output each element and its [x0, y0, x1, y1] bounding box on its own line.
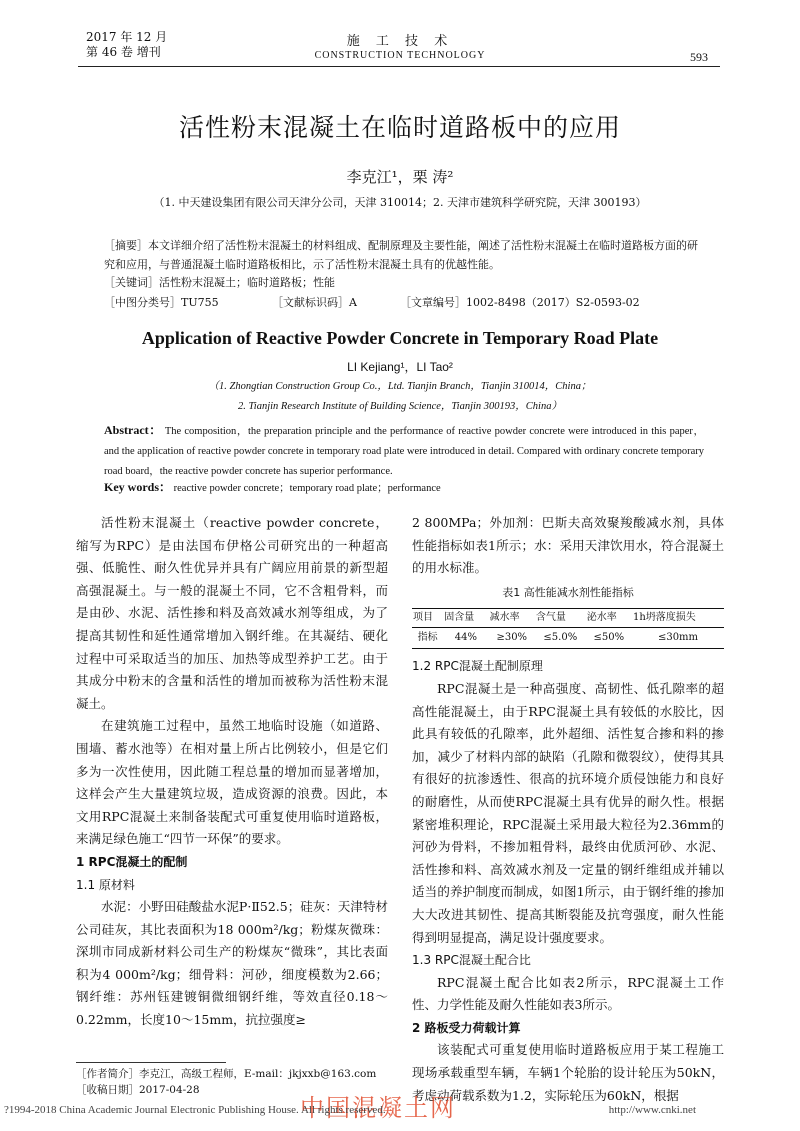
table-header: 固含量 [443, 609, 488, 628]
body-left-column [76, 512, 388, 1032]
keywords-cn: ［关键词］活性粉末混凝土；临时道路板；性能 [104, 276, 335, 289]
watermark-logo: 中国混凝土网 [300, 1094, 456, 1122]
table-header: 减水率 [489, 609, 535, 628]
affiliation-cn: （1. 中天建设集团有限公司天津分公司，天津 310014；2. 天津市建筑科学研究院，天津 300193） [153, 196, 647, 209]
abstract-cn: ［摘要］本文详细介绍了活性粉末混凝土的材料组成、配制原理及主要性能，阐述了活性粉末混凝土在临时道路板方面的研究和应用，与普通混凝土临时道路板相比，示了活性粉末混凝土具有的优越性能。 [104, 239, 698, 271]
table-cell: ≤50% [586, 628, 632, 649]
document-code: ［文献标识码］A [272, 296, 357, 309]
footnote-divider [76, 1062, 226, 1063]
load-paragraph: 该装配式可重复使用临时道路板应用于某工程施工现场承载重型车辆，车辆1个轮胎的设计轮压为50kN，考虑动荷载系数为1.2，实际轮压为60kN，根据 [412, 1042, 724, 1103]
table-cell: 44% [443, 628, 488, 649]
section-heading-1-1: 1.1 原材料 [76, 877, 135, 892]
abstract-en [104, 420, 704, 482]
table-cell: ≥30% [489, 628, 535, 649]
journal-name-en: CONSTRUCTION TECHNOLOGY [314, 50, 486, 61]
body-right-column [412, 512, 724, 1107]
issue-date: 2017 年 12 月 [86, 30, 168, 44]
table-header-row [412, 609, 724, 628]
issue-volume: 第 46 卷 增刊 [86, 45, 161, 59]
principle-paragraph: RPC混凝土是一种高强度、高韧性、低孔隙率的超高性能混凝土，由于RPC混凝土具有较低的水胶比，因此具有较低的孔隙率，此外超细、活性复合掺和料的掺加，减少了材料内部的缺陷（孔隙和微裂纹），使得其具有很好的抗渗透性、很高的抗环境介质侵蚀能力和良好的耐磨性，从而使RPC混凝土具有优异的耐久性。根据紧密堆积理论，RPC混凝土采用最大粒径为2.36mm的河砂为骨料，不掺加粗骨料，最终由优质河砂、水泥、活性掺和料、高效减水剂及一定量的钢纤维组成并辅以适当的养护制度而制成，如图1所示，由于钢纤维的掺加大大改进其韧性、提高其断裂能及抗弯强度，耐久性能得到明显提高，满足设计强度要求。 [412, 680, 724, 945]
copyright-text: ?1994-2018 China Academic Journal Electronic Publishing House. All rights reserved. [4, 1104, 386, 1116]
page-number: 593 [690, 50, 708, 64]
abstract-en-text: The composition，the preparation principle and the performance of reactive powder concrete were introduced in this paper，and the application of reactive powder concrete in temporary road plate were introduced in detail. Compared with ordinary concrete temporary road board，the reactive powder concrete has superior performance. [104, 426, 705, 477]
author-bio: ［作者简介］李克江，高级工程师，E-mail：jkjxxb@163.com [76, 1068, 377, 1080]
article-number: ［文章编号］1002-8498（2017）S2-0593-02 [400, 296, 640, 309]
cnki-link[interactable]: http://www.cnki.net [608, 1104, 696, 1116]
table-cell: 指标 [412, 628, 443, 649]
keywords-en-label: Key words： [104, 480, 171, 494]
affiliation-en-1: （1. Zhongtian Construction Group Co.，Ltd. Tianjin Branch，Tianjin 310014，China； [208, 381, 592, 392]
mix-ratio-paragraph: RPC混凝土配合比如表2所示，RPC混凝土工作性、力学性能及耐久性能如表3所示。 [412, 974, 724, 1013]
table-1 [412, 582, 724, 650]
clc-number: ［中图分类号］TU755 [104, 296, 219, 309]
keywords-en [104, 478, 704, 495]
paper-title-en: Application of Reactive Powder Concrete in Temporary Road Plate [141, 328, 659, 348]
table-header: 泌水率 [586, 609, 632, 628]
section-heading-2: 2 路板受力荷载计算 [412, 1020, 521, 1035]
affiliation-en-2: 2. Tianjin Research Institute of Building Science，Tianjin 300193，China） [238, 401, 562, 412]
authors-en: LI Kejiang¹，LI Tao² [347, 360, 453, 374]
header-divider [78, 66, 720, 67]
materials-continued: 2 800MPa；外加剂：巴斯夫高效聚羧酸减水剂，具体性能指标如表1所示；水：采用天津饮用水，符合混凝土的用水标准。 [412, 515, 724, 576]
table-header: 含气量 [535, 609, 586, 628]
table-row [412, 628, 724, 649]
abstract-en-label: Abstract： [104, 423, 162, 437]
intro-paragraph: 活性粉末混凝土（reactive powder concrete，缩写为RPC）是由法国布伊格公司研究出的一种超高强、低脆性、耐久性优异并具有广阔应用前景的新型超高强混凝土。与一般的混凝土不同，它不含粗骨料，而是由砂、水泥、活性掺和料及高效减水剂等组成，为了提高其韧性和延性通常增加入钢纤维。在其凝结、硬化过程中可采取适当的加压、加热等成型养护工艺。由于其成分中粉末的含量和活性的增加而被称为活性粉末混凝土。 [76, 515, 388, 711]
table-header: 项目 [412, 609, 443, 628]
journal-name-cn: 施 工 技 术 [346, 34, 454, 49]
section-heading-1: 1 RPC混凝土的配制 [76, 854, 188, 869]
received-date: ［收稿日期］2017-04-28 [76, 1084, 200, 1096]
materials-paragraph: 水泥：小野田硅酸盐水泥P·Ⅱ52.5；硅灰：天津特材公司硅灰，其比表面积为18 000m²/kg；粉煤灰微珠：深圳市同成新材料公司生产的粉煤灰“微珠”，其比表面积为4 000m²/kg；细骨料：河砂，细度模数为2.66；钢纤维：苏州钰建镀铜微细钢纤维，等效直径0.18～0.22mm，长度10～15mm，抗拉强度≥ [76, 899, 388, 1028]
keywords-en-text: reactive powder concrete；temporary road plate；performance [173, 483, 441, 494]
admixture-table [412, 608, 724, 649]
table-cell: ≤5.0% [535, 628, 586, 649]
authors-cn: 李克江¹，栗 涛² [346, 168, 454, 186]
background-paragraph: 在建筑施工过程中，虽然工地临时设施（如道路、围墙、蓄水池等）在相对量上所占比例较小，但是它们多为一次性使用，因此随工程总量的增加而显著增加，这样会产生大量建筑垃圾，造成资源的浪费。因此，本文用RPC混凝土来制备装配式可重复使用临时道路板，来满足绿色施工“四节一环保”的要求。 [76, 718, 388, 847]
section-heading-1-2: 1.2 RPC混凝土配制原理 [412, 659, 543, 674]
table-header: 1h坍落度损失 [632, 609, 724, 628]
paper-title-cn: 活性粉末混凝土在临时道路板中的应用 [178, 113, 621, 142]
section-heading-1-3: 1.3 RPC混凝土配合比 [412, 953, 531, 968]
table-caption: 表1 高性能减水剂性能指标 [502, 585, 634, 599]
table-cell: ≤30mm [632, 628, 724, 649]
